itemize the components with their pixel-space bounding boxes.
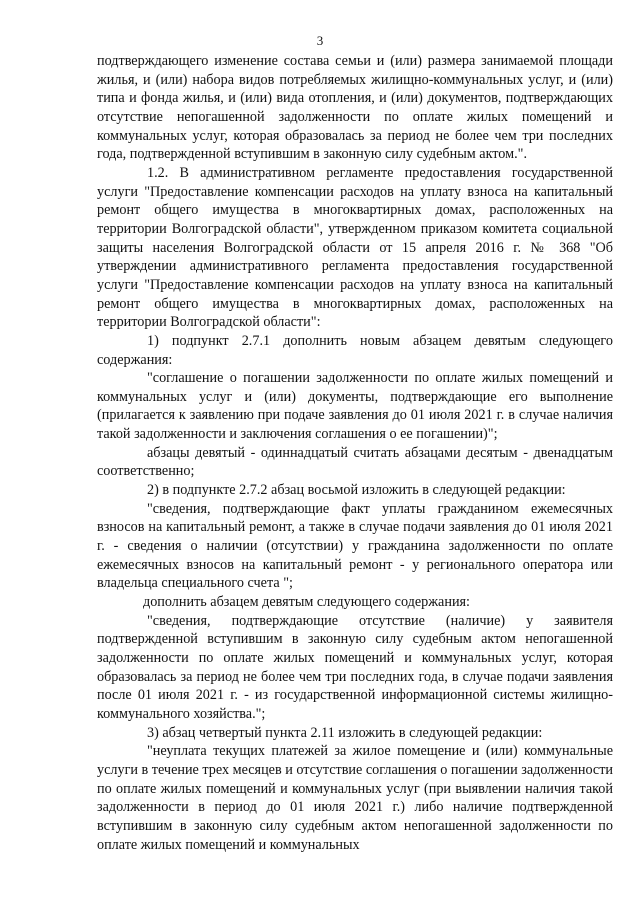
paragraph-quote-nonpayment: "неуплата текущих платежей за жилое помещение и (или) коммунальные услуги в течение трех месяцев и отсутствие соглашения о погашении задолженности по оплате жилых помещений и коммунальных услуг (при выявлении наличия такой задолженности в период до 01 июля 2021 г.) либо наличие подтвержденной вступившим в законную силу судебным актом непогашенной задолженности по оплате жилых помещений и коммунальных: [97, 743, 613, 853]
paragraph-quote-absence: "сведения, подтверждающие отсутствие (наличие) у заявителя подтвержденной вступившим в законную силу судебным актом непогашенной задолженности по оплате жилых помещений и коммунальных услуг, которая образовалась за период не более чем три последних года, в случае подачи заявления после 01 июля 2021 г. - из государственной информационной системы жилищно-коммунального хозяйства.";: [97, 612, 613, 722]
paragraph-quote-agreement: "соглашение о погашении задолженности по оплате жилых помещений и коммунальных услуг и (или) документы, подтверждающие его выполнение (прилагается к заявлению при подаче заявления до 01 июля 2021 г. в случае наличия такой задолженности и заключения соглашения о ее погашении)";: [97, 370, 613, 443]
paragraph-add-ninth: дополнить абзацем девятым следующего содержания:: [143, 594, 471, 611]
paragraph-item-3: 3) абзац четвертый пункта 2.11 изложить в следующей редакции:: [147, 724, 543, 741]
paragraph-continuation: подтверждающего изменение состава семьи и (или) размера занимаемой площади жилья, и (или) набора видов потребляемых жилищно-коммунальных услуг, и (или) типа и фонда жилья, и (или) вида отопления, и (или) документов, подтверждающих отсутствие непогашенной задолженности по оплате жилых помещений и коммунальных услуг, которая образовалась за период не более чем три последних года, подтвержденной вступившим в законную силу судебным актом.".: [97, 53, 613, 163]
paragraph-renumbering: абзацы девятый - одиннадцатый считать абзацами десятым - двенадцатым соответственно;: [97, 444, 613, 480]
paragraph-1-2: 1.2. В административном регламенте предоставления государственной услуги "Предоставление компенсации расходов на уплату взноса на капитальный ремонт общего имущества в многоквартирных домах, расположенных на территории Волгоградской области", утвержденном приказом комитета социальной защиты населения Волгоградской области от 15 апреля 2016 г. № 368 "Об утверждении административного регламента предоставления государственной услуги "Предоставление компенсации расходов на уплату взноса на капитальный ремонт общего имущества в многоквартирных домах, расположенных на территории Волгоградской области":: [97, 164, 613, 331]
paragraph-item-1: 1) подпункт 2.7.1 дополнить новым абзацем девятым следующего содержания:: [97, 332, 613, 368]
page-number: 3: [316, 33, 324, 48]
document-body: [97, 52, 613, 854]
paragraph-quote-info: "сведения, подтверждающие факт уплаты гражданином ежемесячных взносов на капитальный ремонт, а также в случае подачи заявления до 01 июля 2021 г. - сведения о наличии (отсутствии) у гражданина задолженности по оплате ежемесячных взносов на капитальный ремонт - у регионального оператора или владельца специального счета ";: [97, 500, 613, 592]
paragraph-item-2: 2) в подпункте 2.7.2 абзац восьмой изложить в следующей редакции:: [147, 482, 566, 499]
